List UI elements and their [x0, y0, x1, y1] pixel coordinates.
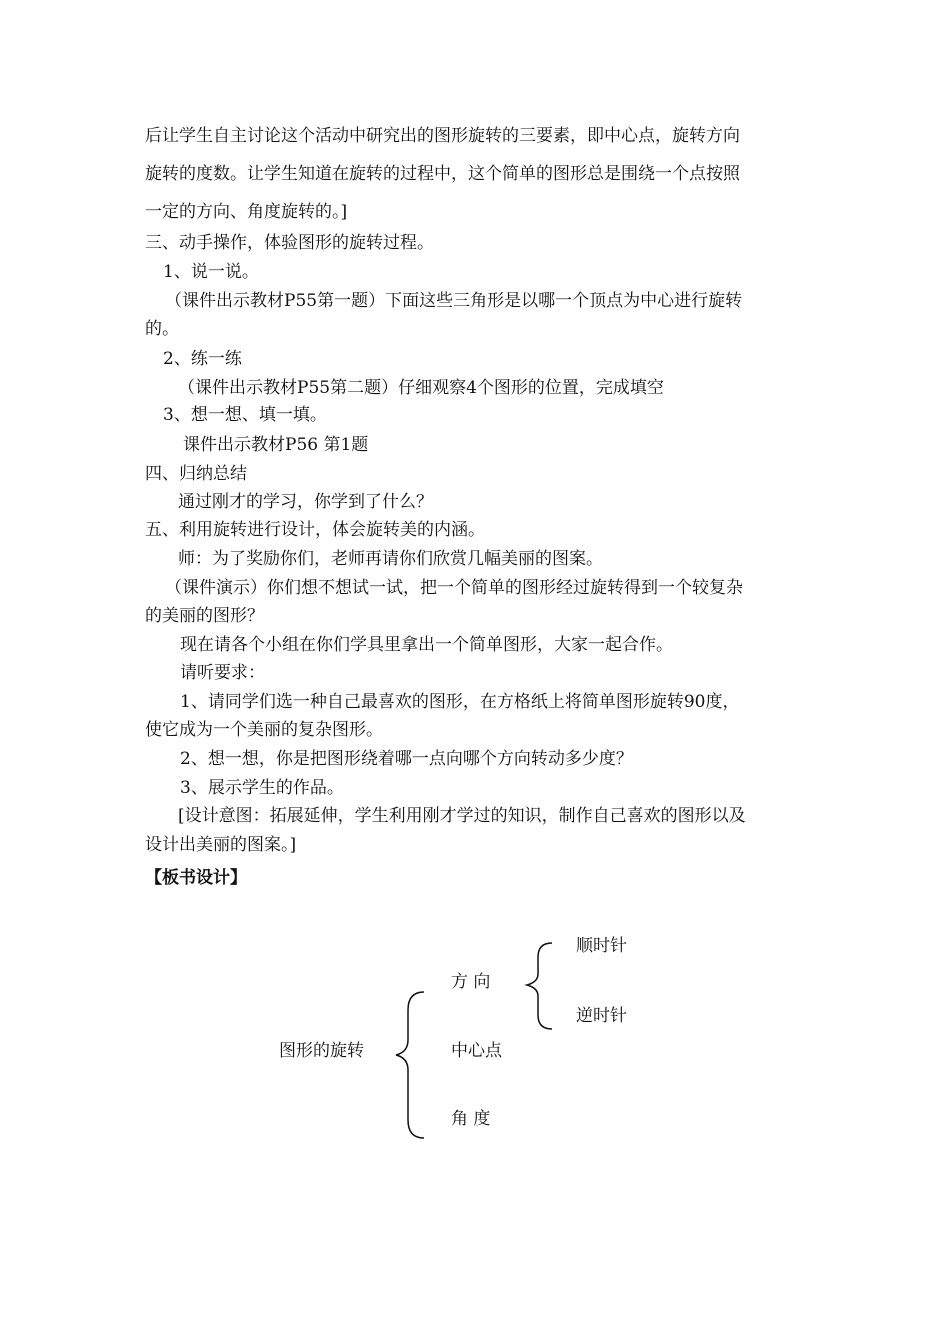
paragraph-line: 3、展示学生的作品。 — [180, 778, 344, 798]
section-heading-4: 四、归纳总结 — [145, 464, 247, 484]
paragraph-line: 请听要求： — [180, 663, 265, 683]
paragraph-line: 2、想一想，你是把图形绕着哪一点向哪个方向转动多少度？ — [180, 749, 633, 769]
list-item: 2、练一练 — [163, 349, 242, 369]
paragraph-line: 的。 — [145, 319, 179, 339]
section-heading-3: 三、动手操作，体验图形的旋转过程。 — [145, 233, 434, 253]
board-counterclockwise-label: 逆时针 — [576, 1006, 627, 1026]
paragraph-line: （课件出示教材P55第二题）仔细观察4个图形的位置，完成填空 — [178, 378, 664, 398]
paragraph-line: 师：为了奖励你们，老师再请你们欣赏几幅美丽的图案。 — [178, 549, 603, 569]
paragraph-line: 现在请各个小组在你们学具里拿出一个简单图形，大家一起合作。 — [180, 635, 673, 655]
paragraph-line: 的美丽的图形？ — [145, 606, 264, 626]
paragraph-line: 设计出美丽的图案。] — [145, 835, 297, 855]
paragraph-line: 一定的方向、角度旋转的。] — [145, 202, 348, 222]
paragraph-line: 后让学生自主讨论这个活动中研究出的图形旋转的三要素，即中心点，旋转方向 — [145, 126, 740, 146]
board-angle-label: 角 度 — [451, 1109, 491, 1129]
board-design-heading: 【板书设计】 — [145, 868, 247, 888]
section-heading-5: 五、利用旋转进行设计，体会旋转美的内涵。 — [145, 520, 485, 540]
list-item: 1、说一说。 — [163, 262, 259, 282]
paragraph-line: 使它成为一个美丽的复杂图形。 — [145, 720, 383, 740]
small-brace — [527, 943, 552, 1029]
list-item: 3、想一想、填一填。 — [163, 405, 327, 425]
large-brace — [396, 992, 424, 1138]
board-center-label: 中心点 — [451, 1041, 502, 1061]
paragraph-line: 旋转的度数。让学生知道在旋转的过程中，这个简单的图形总是围绕一个点按照 — [145, 164, 740, 184]
paragraph-line: 通过刚才的学习，你学到了什么？ — [178, 492, 433, 512]
board-direction-label: 方 向 — [451, 972, 491, 992]
paragraph-line: （课件出示教材P55第一题）下面这些三角形是以哪一个顶点为中心进行旋转 — [165, 291, 743, 311]
paragraph-line: （课件演示）你们想不想试一试，把一个简单的图形经过旋转得到一个较复杂 — [165, 578, 743, 598]
board-clockwise-label: 顺时针 — [576, 936, 627, 956]
paragraph-line: 课件出示教材P56 第1题 — [183, 435, 369, 455]
paragraph-line: 1、请同学们选一种自己最喜欢的图形，在方格纸上将简单图形旋转90度， — [180, 692, 740, 712]
paragraph-line: [设计意图：拓展延伸，学生利用刚才学过的知识，制作自己喜欢的图形以及 — [178, 806, 746, 826]
board-root-label: 图形的旋转 — [279, 1041, 364, 1061]
